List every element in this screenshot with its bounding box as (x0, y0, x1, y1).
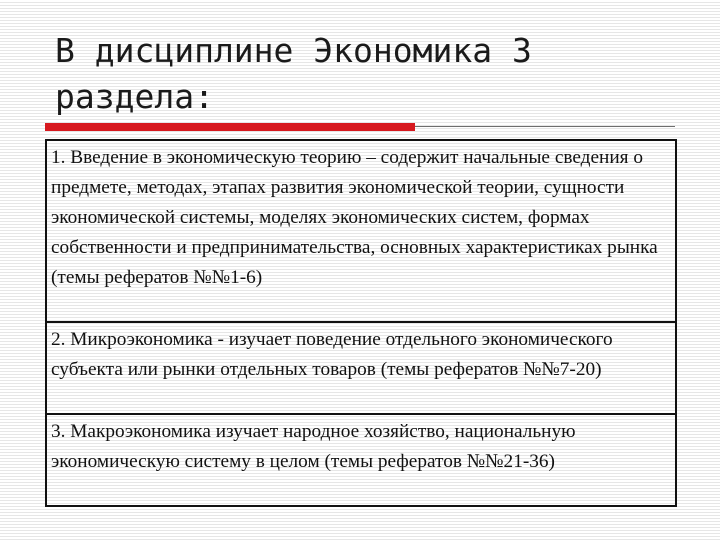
sections-table (45, 139, 677, 507)
title-accent-bar (45, 123, 415, 131)
title-divider-line (415, 126, 675, 127)
section-introduction: 1. Введение в экономическую теорию – содержит начальные сведения о предмете, методах, этапах развития экономической теории, сущности экономической системы, моделях экономических систем, формах собственности и предпринимательства, основных характеристиках рынка (темы рефератов №№1-6) (51, 147, 658, 288)
slide-title: В дисциплине Экономика 3 раздела: (55, 31, 532, 116)
section-microeconomics: 2. Микроэкономика - изучает поведение отдельного экономического субъекта или рынки отдельных товаров (темы рефератов №№7-20) (47, 321, 675, 413)
section-macroeconomics: 3. Макроэкономика изучает народное хозяйство, национальную экономическую систему в целом (темы рефератов №№21-36) (47, 413, 675, 505)
